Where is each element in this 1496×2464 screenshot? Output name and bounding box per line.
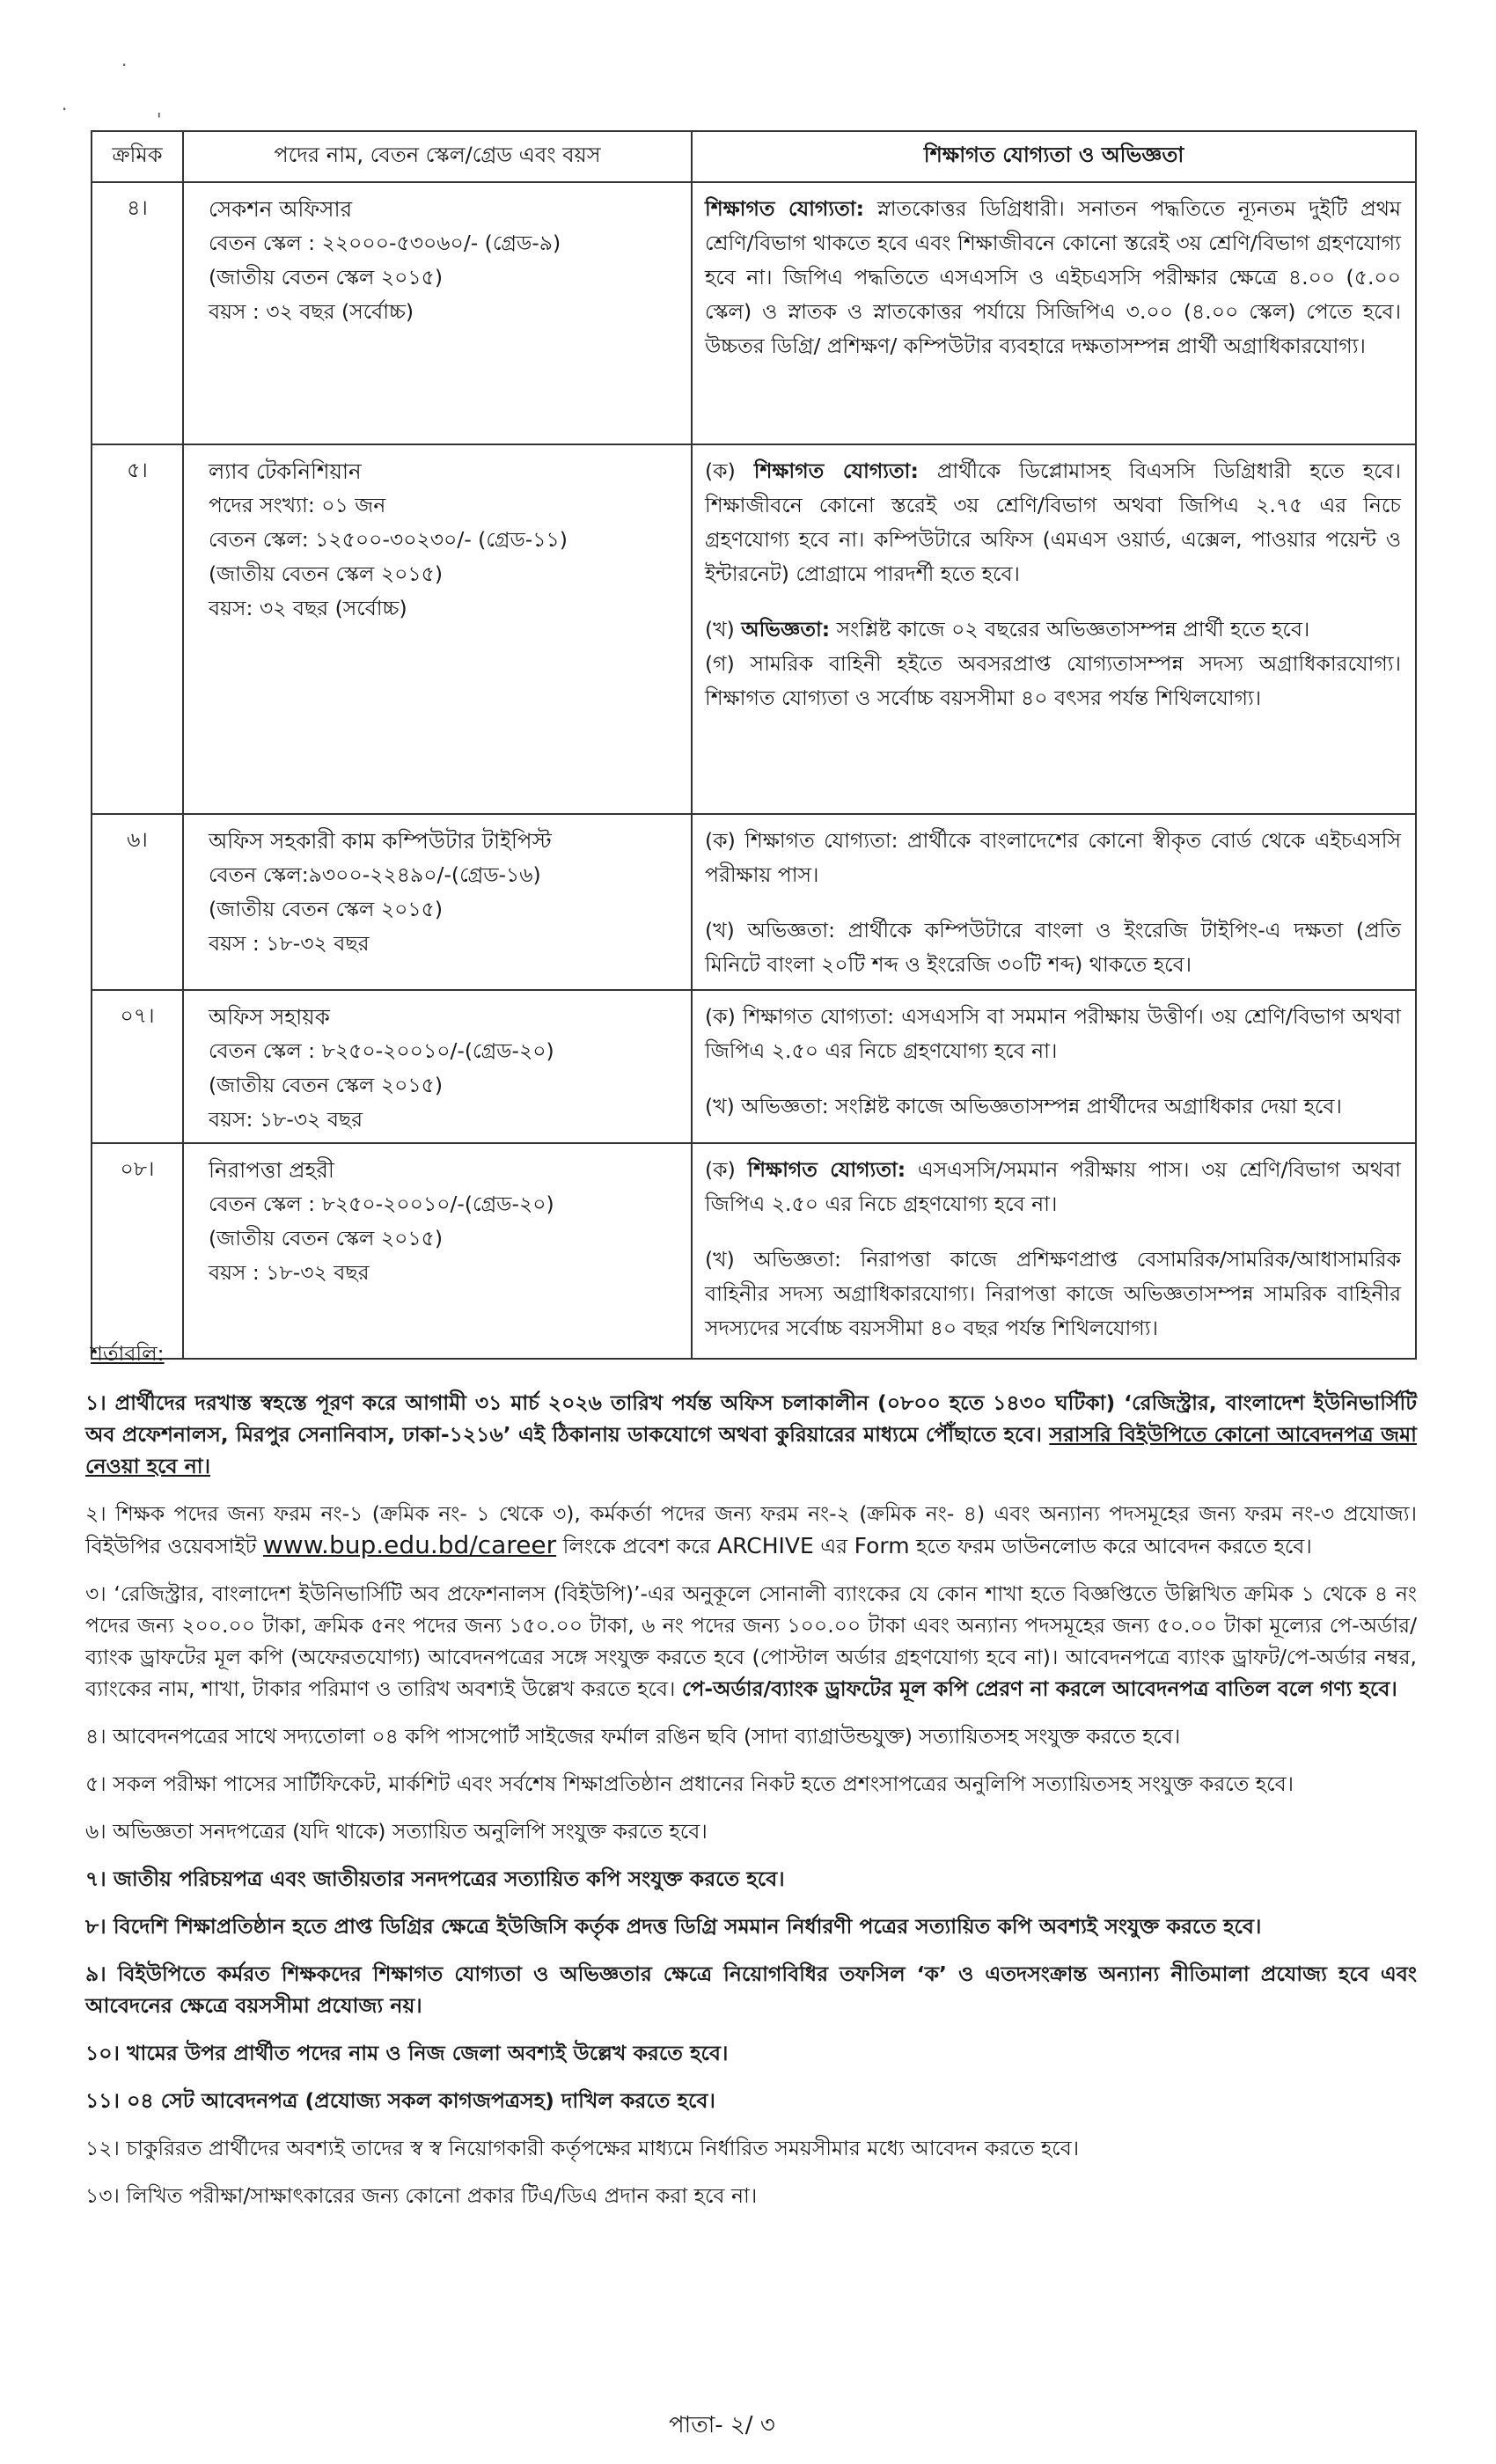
qualification-cell bbox=[692, 182, 1416, 444]
post-line: (জাতীয় বেতন স্কেল ২০১৫) bbox=[209, 1226, 444, 1250]
table-row bbox=[92, 814, 1416, 990]
post-line: বেতন স্কেল:৯৩০০-২২৪৯০/-(গ্রেড-১৬) bbox=[209, 862, 541, 887]
post-name: অফিস সহকারী কাম কম্পিউটার টাইপিস্ট bbox=[209, 828, 552, 854]
term-item: ৪। আবেদনপত্রের সাথে সদ্যতোলা ০৪ কপি পাসপোর্ট সাইজের ফর্মাল রঙিন ছবি (সাদা ব্যাগ্রাউন্ডযুক্ত) সত্যায়িতসহ সংযুক্ত করতে হবে। bbox=[85, 1724, 1181, 1749]
document-page: · · ' ক্রমিক পদের নাম, বেতন স্কেল/গ্রেড এবং বয়স শিক্ষাগত যোগ্যতা ও অভিজ্ঞতা ৪। সেকশন অফিসার বেতন স্কেল : ২২০০০-৫৩০৬০/- (গ্রেড-৯) (জাতীয় বেতন স্কেল ২০১৫) বয়স : ৩২ বছর (সর্বোচ্চ) শিক্ষাগত যোগ্যতা: স্নাতকোত্তর ডিগ্রিধারী। সনাতন পদ্ধতিতে ন্যূনতম দুইটি প্রথম শ্রেণি/বিভাগ থাকতে হবে এবং শিক্ষাজীবনে কোনো স্তরেই ৩য় শ্রেণি/বিভাগ গ্রহণযোগ্য হবে না। জিপিএ পদ্ধতিতে এসএসসি ও এইচএসসি পরীক্ষার ক্ষেত্রে ৪.০০ (৫.০০ স্কেল) ও স্নাতক ও স্নাতকোত্তর পর্যায়ে সিজিপিএ ৩.০০ (৪.০০ স্কেল) পেতে হবে। উচ্চতর ডিগ্রি/ প্রশিক্ষণ/ কম্পিউটার ব্যবহারে দক্ষতাসম্পন্ন প্রার্থী অগ্রাধিকারযোগ্য। ৫। ল্যাব টেকনিশিয়ান পদের সংখ্যা: ০১ জন বেতন স্কেল: ১২৫০০-৩০২৩০/- (গ্রেড-১১) (জাতীয় বেতন স্কেল ২০১৫) বয়স: ৩২ বছর (সর্বোচ্চ) (ক) শিক্ষাগত যোগ্যতা: প্রার্থীকে ডিপ্লোমাসহ বিএসসি ডিগ্রিধারী হতে হবে। শিক্ষাজীবনে কোনো স্তরেই ৩য় শ্রেণি/বিভাগ অথবা জিপিএ ২.৭৫ এর নিচে গ্রহণযোগ্য হবে না। কম্পিউটারে অফিস (এমএস ওয়ার্ড, এক্সেল, পাওয়ার পয়েন্ট ও ইন্টারনেট) প্রোগ্রামে পারদর্শী হতে হবে। (খ) অভিজ্ঞতা: সংশ্লিষ্ট কাজে ০২ বছরের অভিজ্ঞতাসম্পন্ন প্রার্থী হতে হবে। (গ) সামরিক বাহিনী হইতে অবসরপ্রাপ্ত যোগ্যতাসম্পন্ন সদস্য অগ্রাধিকারযোগ্য। শিক্ষাগত যোগ্যতা ও সর্বোচ্চ বয়সসীমা ৪০ বৎসর পর্যন্ত শিথিলযোগ্য। ৬। অফিস সহকারী কাম কম্পিউটার টাইপিস্ট বেতন স্কেল:৯৩০০-২২৪৯০/-(গ্রেড-১৬) (জাতীয় বেতন স্কেল ২০১৫) বয়স : ১৮-৩২ বছর (ক) শিক্ষাগত যোগ্যতা: প্রার্থীকে বাংলাদেশের কোনো স্বীকৃত বোর্ড থেকে এইচএসসি পরীক্ষায় পাস। (খ) অভিজ্ঞতা: প্রার্থীকে কম্পিউটারে বাংলা ও ইংরেজি টাইপিং-এ দক্ষতা (প্রতি মিনিটে বাংলা ২০টি শব্দ ও ইংরেজি ৩০টি শব্দ) থাকতে হবে। ০৭। অফিস সহায়ক বেতন স্কেল : ৮২৫০-২০০১০/-(গ্রেড-২০) (জাতীয় বেতন স্কেল ২০১৫) বয়স: ১৮-৩২ বছর (ক) শিক্ষাগত যোগ্যতা: এসএসসি বা সমমান পরীক্ষায় উত্তীর্ণ। ৩য় শ্রেণি/বিভাগ অথবা জিপিএ ২.৫০ এর নিচে গ্রহণযোগ্য হবে না। (খ) অভিজ্ঞতা: সংশ্লিষ্ট কাজে অভিজ্ঞতাসম্পন্ন প্রার্থীদের অগ্রাধিকার দেয়া হবে। ০৮। নিরাপত্তা প্রহরী বেতন স্কেল : ৮২৫০-২০০১০/-(গ্রেড-২০) (জাতীয় বেতন স্কেল ২০১৫) বয়স : ১৮-৩২ বছর (ক) শিক্ষাগত যোগ্যতা: এসএসসি/সমমান পরীক্ষায় পাস। ৩য় শ্রেণি/বিভাগ অথবা জিপিএ ২.৫০ এর নিচে গ্রহণযোগ্য হবে না। (খ) অভিজ্ঞতা: নিরাপত্তা কাজে প্রশিক্ষণপ্রাপ্ত বেসামরিক/সামরিক/আধাসামরিক বাহিনীর সদস্য অগ্রাধিকারযোগ্য। নিরাপত্তা কাজে অভিজ্ঞতাসম্পন্ন সামরিক বাহিনীর সদস্যদের সর্বোচ্চ বয়সসীমা ৪০ বছর পর্যন্ত শিথিলযোগ্য। শর্তাবলি: ১। প্রার্থীদের দরখাস্ত স্বহস্তে পূরণ করে আগামী ৩১ মার্চ ২০২৬ তারিখ পর্যন্ত অফিস চলাকালীন (০৮০০ হতে ১৪৩০ ঘটিকা) ‘রেজিস্ট্রার, বাংলাদেশ ইউনিভার্সিটি অব প্রফেশনালস, মিরপুর সেনানিবাস, ঢাকা-১২১৬’ এই ঠিকানায় ডাকযোগে অথবা কুরিয়ারের মাধ্যমে পৌঁছাতে হবে। সরাসরি বিইউপিতে কোনো আবেদনপত্র জমা নেওয়া হবে না। ২। শিক্ষক পদের জন্য ফরম নং-১ (ক্রমিক নং- ১ থেকে ৩), কর্মকর্তা পদের জন্য ফরম নং-২ (ক্রমিক নং- ৪) এবং অন্যান্য পদসমূহের জন্য ফরম নং-৩ প্রযোজ্য। বিইউপির ওয়েবসাইট www.bup.edu.bd/career লিংকে প্রবেশ করে ARCHIVE এর Form হতে ফরম ডাউনলোড করে আবেদন করতে হবে। ৩। ‘রেজিস্ট্রার, বাংলাদেশ ইউনিভার্সিটি অব প্রফেশনালস (বিইউপি)’-এর অনুকূলে সোনালী ব্যাংকের যে কোন শাখা হতে বিজ্ঞপ্তিতে উল্লিখিত ক্রমিক ১ থেকে ৪ নং পদের জন্য ২০০.০০ টাকা, ক্রমিক ৫নং পদের জন্য ১৫০.০০ টাকা, ৬ নং পদের জন্য ১০০.০০ টাকা এবং অন্যান্য পদসমূহের জন্য ৫০.০০ টাকা মূল্যের পে-অর্ডার/ব্যাংক ড্রাফটের মূল কপি (অফেরতযোগ্য) আবেদনপত্রের সঙ্গে সংযুক্ত করতে হবে (পোস্টাল অর্ডার গ্রহণযোগ্য হবে না)। আবেদনপত্রে ব্যাংক ড্রাফট/পে-অর্ডার নম্বর, ব্যাংকের নাম, শাখা, টাকার পরিমাণ ও তারিখ অবশ্যই উল্লেখ করতে হবে। পে-অর্ডার/ব্যাংক ড্রাফটের মূল কপি প্রেরণ না করলে আবেদনপত্র বাতিল বলে গণ্য হবে। ৪। আবেদনপত্রের সাথে সদ্যতোলা ০৪ কপি পাসপোর্ট সাইজের ফর্মাল রঙিন ছবি (সাদা ব্যাগ্রাউন্ডযুক্ত) সত্যায়িতসহ সংযুক্ত করতে হবে। ৫। সকল পরীক্ষা পাসের সার্টিফিকেট, মার্কশিট এবং সর্বশেষ শিক্ষাপ্রতিষ্ঠান প্রধানের নিকট হতে প্রশংসাপত্রের অনুলিপি সত্যায়িতসহ সংযুক্ত করতে হবে। ৬। অভিজ্ঞতা সনদপত্রের (যদি থাকে) সত্যায়িত অনুলিপি সংযুক্ত করতে হবে। ৭। জাতীয় পরিচয়পত্র এবং জাতীয়তার সনদপত্রের সত্যায়িত কপি সংযুক্ত করতে হবে। ৮। বিদেশি শিক্ষাপ্রতিষ্ঠান হতে প্রাপ্ত ডিগ্রির ক্ষেত্রে ইউজিসি কর্তৃক প্রদত্ত ডিগ্রি সমমান নির্ধারণী পত্রের সত্যায়িত কপি অবশ্যই সংযুক্ত করতে হবে। ৯। বিইউপিতে কর্মরত শিক্ষকদের শিক্ষাগত যোগ্যতা ও অভিজ্ঞতার ক্ষেত্রে নিয়োগবিধির তফসিল ‘ক’ ও এতদসংক্রান্ত অন্যান্য নীতিমালা প্রযোজ্য হবে এবং আবেদনের ক্ষেত্রে বয়সসীমা প্রযোজ্য নয়। ১০। খামের উপর প্রার্থীত পদের নাম ও নিজ জেলা অবশ্যই উল্লেখ করতে হবে। ১১। ০৪ সেট আবেদনপত্র (প্রযোজ্য সকল কাগজপত্রসহ) দাখিল করতে হবে। ১২। চাকুরিরত প্রার্থীদের অবশ্যই তাদের স্ব স্ব নিয়োগকারী কর্তৃপক্ষের মাধ্যমে নির্ধারিত সময়সীমার মধ্যে আবেদন করতে হবে। ১৩। লিখিত পরীক্ষা/সাক্ষাৎকারের জন্য কোনো প্রকার টিএ/ডিএ প্রদান করা হবে না। পাতা- ২/ ৩ bbox=[0, 0, 1496, 2464]
serial-cell: ৬। bbox=[92, 814, 183, 990]
post-name: ল্যাব টেকনিশিয়ান bbox=[209, 458, 362, 484]
post-line: বয়স : ১৮-৩২ বছর bbox=[209, 1260, 370, 1285]
term-item: ১। প্রার্থীদের দরখাস্ত স্বহস্তে পূরণ করে আগামী ৩১ মার্চ ২০২৬ তারিখ পর্যন্ত অফিস চলাকালীন (০৮০০ হতে ১৪৩০ ঘটিকা) ‘রেজিস্ট্রার, বাংলাদেশ ইউনিভার্সিটি অব প্রফেশনালস, মিরপুর সেনানিবাস, ঢাকা-১২১৬’ এই ঠিকানায় ডাকযোগে অথবা কুরিয়ারের মাধ্যমে পৌঁছাতে হবে। সরাসরি বিইউপিতে কোনো আবেদনপত্র জমা নেওয়া হবে না। bbox=[85, 1390, 1417, 1478]
post-line: (জাতীয় বেতন স্কেল ২০১৫) bbox=[209, 897, 444, 921]
header-serial: ক্রমিক bbox=[92, 131, 183, 182]
qualification-experience: (খ) অভিজ্ঞতা: সংশ্লিষ্ট কাজে ০২ বছরের অভিজ্ঞতাসম্পন্ন প্রার্থী হতে হবে। bbox=[705, 617, 1310, 642]
post-line: বেতন স্কেল : ৮২৫০-২০০১০/-(গ্রেড-২০) bbox=[209, 1038, 554, 1063]
term-item: ১৩। লিখিত পরীক্ষা/সাক্ষাৎকারের জন্য কোনো প্রকার টিএ/ডিএ প্রদান করা হবে না। bbox=[85, 2183, 758, 2208]
qualification-military: (গ) সামরিক বাহিনী হইতে অবসরপ্রাপ্ত যোগ্যতাসম্পন্ন সদস্য অগ্রাধিকারযোগ্য। শিক্ষাগত যোগ্যতা ও সর্বোচ্চ বয়সসীমা ৪০ বৎসর পর্যন্ত শিথিলযোগ্য। bbox=[705, 651, 1401, 710]
serial-cell: ০৮। bbox=[92, 1143, 183, 1359]
term-item: ১০। খামের উপর প্রার্থীত পদের নাম ও নিজ জেলা অবশ্যই উল্লেখ করতে হবে। bbox=[85, 2041, 729, 2065]
qualification-cell bbox=[692, 444, 1416, 814]
term-item: ৮। বিদেশি শিক্ষাপ্রতিষ্ঠান হতে প্রাপ্ত ডিগ্রির ক্ষেত্রে ইউজিসি কর্তৃক প্রদত্ত ডিগ্রি সমমান নির্ধারণী পত্রের সত্যায়িত কপি অবশ্যই সংযুক্ত করতে হবে। bbox=[85, 1914, 1262, 1939]
qualification-cell bbox=[692, 990, 1416, 1143]
qualification-cell bbox=[692, 1143, 1416, 1359]
qualification-education: (ক) শিক্ষাগত যোগ্যতা: প্রার্থীকে ডিপ্লোমাসহ বিএসসি ডিগ্রিধারী হতে হবে। শিক্ষাজীবনে কোনো স্তরেই ৩য় শ্রেণি/বিভাগ অথবা জিপিএ ২.৭৫ এর নিচে গ্রহণযোগ্য হবে না। কম্পিউটারে অফিস (এমএস ওয়ার্ড, এক্সেল, পাওয়ার পয়েন্ট ও ইন্টারনেট) প্রোগ্রামে পারদর্শী হতে হবে। bbox=[705, 458, 1401, 586]
qualification-experience: (খ) অভিজ্ঞতা: প্রার্থীকে কম্পিউটারে বাংলা ও ইংরেজি টাইপিং-এ দক্ষতা (প্রতি মিনিটে বাংলা ২০টি শব্দ ও ইংরেজি ৩০টি শব্দ) থাকতে হবে। bbox=[705, 918, 1401, 977]
post-line: পদের সংখ্যা: ০১ জন bbox=[209, 493, 386, 517]
qualification-education: (ক) শিক্ষাগত যোগ্যতা: এসএসসি/সমমান পরীক্ষায় পাস। ৩য় শ্রেণি/বিভাগ অথবা জিপিএ ২.৫০ এর নিচে গ্রহণযোগ্য হবে না। bbox=[705, 1157, 1401, 1216]
terms-heading: শর্তাবলি: bbox=[91, 1341, 165, 1366]
experience-label: অভিজ্ঞতা: bbox=[741, 617, 831, 642]
post-line: বয়স: ৩২ বছর (সর্বোচ্চ) bbox=[209, 596, 407, 620]
post-line: (জাতীয় বেতন স্কেল ২০১৫) bbox=[209, 265, 444, 290]
qualification-label: শিক্ষাগত যোগ্যতা: bbox=[747, 1157, 906, 1182]
post-name: অফিস সহায়ক bbox=[209, 1004, 330, 1030]
page-number: পাতা- ২/ ৩ bbox=[669, 2412, 775, 2438]
post-cell bbox=[183, 1143, 692, 1359]
term-item: ২। শিক্ষক পদের জন্য ফরম নং-১ (ক্রমিক নং- ১ থেকে ৩), কর্মকর্তা পদের জন্য ফরম নং-২ (ক্রমিক নং- ৪) এবং অন্যান্য পদসমূহের জন্য ফরম নং-৩ প্রযোজ্য। বিইউপির ওয়েবসাইট www.bup.edu.bd/career লিংকে প্রবেশ করে ARCHIVE এর Form হতে ফরম ডাউনলোড করে আবেদন করতে হবে। bbox=[85, 1501, 1417, 1559]
term-item: ৯। বিইউপিতে কর্মরত শিক্ষকদের শিক্ষাগত যোগ্যতা ও অভিজ্ঞতার ক্ষেত্রে নিয়োগবিধির তফসিল ‘ক’ ও এতদসংক্রান্ত অন্যান্য নীতিমালা প্রযোজ্য হবে এবং আবেদনের ক্ষেত্রে বয়সসীমা প্রযোজ্য নয়। bbox=[85, 1962, 1417, 2018]
qualification-experience: (খ) অভিজ্ঞতা: নিরাপত্তা কাজে প্রশিক্ষণপ্রাপ্ত বেসামরিক/সামরিক/আধাসামরিক বাহিনীর সদস্য অগ্রাধিকারযোগ্য। নিরাপত্তা কাজে অভিজ্ঞতাসম্পন্ন সামরিক বাহিনীর সদস্যদের সর্বোচ্চ বয়সসীমা ৪০ বছর পর্যন্ত শিথিলযোগ্য। bbox=[705, 1247, 1401, 1340]
post-line: বয়স : ৩২ বছর (সর্বোচ্চ) bbox=[209, 299, 414, 324]
table-header-row bbox=[92, 131, 1416, 182]
post-line: বয়স: ১৮-৩২ বছর bbox=[209, 1107, 363, 1132]
qualification-education: (ক) শিক্ষাগত যোগ্যতা: এসএসসি বা সমমান পরীক্ষায় উত্তীর্ণ। ৩য় শ্রেণি/বিভাগ অথবা জিপিএ ২.৫০ এর নিচে গ্রহণযোগ্য হবে না। bbox=[705, 1004, 1401, 1063]
post-cell bbox=[183, 444, 692, 814]
terms-section bbox=[85, 1338, 1417, 2227]
serial-cell: ০৭। bbox=[92, 990, 183, 1143]
table-row bbox=[92, 182, 1416, 444]
term-item: ৩। ‘রেজিস্ট্রার, বাংলাদেশ ইউনিভার্সিটি অব প্রফেশনালস (বিইউপি)’-এর অনুকূলে সোনালী ব্যাংকের যে কোন শাখা হতে বিজ্ঞপ্তিতে উল্লিখিত ক্রমিক ১ থেকে ৪ নং পদের জন্য ২০০.০০ টাকা, ক্রমিক ৫নং পদের জন্য ১৫০.০০ টাকা, ৬ নং পদের জন্য ১০০.০০ টাকা এবং অন্যান্য পদসমূহের জন্য ৫০.০০ টাকা মূল্যের পে-অর্ডার/ব্যাংক ড্রাফটের মূল কপি (অফেরতযোগ্য) আবেদনপত্রের সঙ্গে সংযুক্ত করতে হবে (পোস্টাল অর্ডার গ্রহণযোগ্য হবে না)। আবেদনপত্রে ব্যাংক ড্রাফট/পে-অর্ডার নম্বর, ব্যাংকের নাম, শাখা, টাকার পরিমাণ ও তারিখ অবশ্যই উল্লেখ করতে হবে। পে-অর্ডার/ব্যাংক ড্রাফটের মূল কপি প্রেরণ না করলে আবেদনপত্র বাতিল বলে গণ্য হবে। bbox=[85, 1581, 1417, 1701]
term-item: ১২। চাকুরিরত প্রার্থীদের অবশ্যই তাদের স্ব স্ব নিয়োগকারী কর্তৃপক্ষের মাধ্যমে নির্ধারিত সময়সীমার মধ্যে আবেদন করতে হবে। bbox=[85, 2136, 1080, 2160]
no-direct-submission-note: সরাসরি বিইউপিতে কোনো আবেদনপত্র জমা নেওয়া হবে না। bbox=[85, 1422, 1417, 1478]
qualification-label: শিক্ষাগত যোগ্যতা: bbox=[753, 458, 919, 483]
career-link[interactable]: www.bup.edu.bd/career bbox=[262, 1530, 557, 1559]
qualification-text: শিক্ষাগত যোগ্যতা: স্নাতকোত্তর ডিগ্রিধারী। সনাতন পদ্ধতিতে ন্যূনতম দুইটি প্রথম শ্রেণি/বিভাগ থাকতে হবে এবং শিক্ষাজীবনে কোনো স্তরেই ৩য় শ্রেণি/বিভাগ গ্রহণযোগ্য হবে না। জিপিএ পদ্ধতিতে এসএসসি ও এইচএসসি পরীক্ষার ক্ষেত্রে ৪.০০ (৫.০০ স্কেল) ও স্নাতক ও স্নাতকোত্তর পর্যায়ে সিজিপিএ ৩.০০ (৪.০০ স্কেল) পেতে হবে। উচ্চতর ডিগ্রি/ প্রশিক্ষণ/ কম্পিউটার ব্যবহারে দক্ষতাসম্পন্ন প্রার্থী অগ্রাধিকারযোগ্য। bbox=[705, 196, 1401, 358]
term-item: ৬। অভিজ্ঞতা সনদপত্রের (যদি থাকে) সত্যায়িত অনুলিপি সংযুক্ত করতে হবে। bbox=[85, 1819, 708, 1844]
post-cell bbox=[183, 990, 692, 1143]
table-row bbox=[92, 1143, 1416, 1359]
term-item: ৫। সকল পরীক্ষা পাসের সার্টিফিকেট, মার্কশিট এবং সর্বশেষ শিক্ষাপ্রতিষ্ঠান প্রধানের নিকট হতে প্রশংসাপত্রের অনুলিপি সত্যায়িতসহ সংযুক্ত করতে হবে। bbox=[85, 1771, 1294, 1796]
post-line: বেতন স্কেল: ১২৫০০-৩০২৩০/- (গ্রেড-১১) bbox=[209, 527, 568, 552]
header-qualification: শিক্ষাগত যোগ্যতা ও অভিজ্ঞতা bbox=[692, 131, 1416, 182]
serial-cell: ৫। bbox=[92, 444, 183, 814]
qualification-cell bbox=[692, 814, 1416, 990]
post-cell bbox=[183, 814, 692, 990]
job-table bbox=[91, 130, 1417, 1360]
post-name: সেকশন অফিসার bbox=[209, 196, 353, 222]
term-item: ১১। ০৪ সেট আবেদনপত্র (প্রযোজ্য সকল কাগজপত্রসহ) দাখিল করতে হবে। bbox=[85, 2088, 715, 2113]
header-post: পদের নাম, বেতন স্কেল/গ্রেড এবং বয়স bbox=[183, 131, 692, 182]
qualification-experience: (খ) অভিজ্ঞতা: সংশ্লিষ্ট কাজে অভিজ্ঞতাসম্পন্ন প্রার্থীদের অগ্রাধিকার দেয়া হবে। bbox=[705, 1094, 1342, 1118]
table-row bbox=[92, 444, 1416, 814]
post-line: বয়স : ১৮-৩২ বছর bbox=[209, 931, 370, 956]
post-name: নিরাপত্তা প্রহরী bbox=[209, 1157, 334, 1183]
qualification-education: (ক) শিক্ষাগত যোগ্যতা: প্রার্থীকে বাংলাদেশের কোনো স্বীকৃত বোর্ড থেকে এইচএসসি পরীক্ষায় পাস। bbox=[705, 828, 1401, 887]
post-cell bbox=[183, 182, 692, 444]
post-line: (জাতীয় বেতন স্কেল ২০১৫) bbox=[209, 1073, 444, 1097]
table-row bbox=[92, 990, 1416, 1143]
qualification-label: শিক্ষাগত যোগ্যতা: bbox=[705, 196, 864, 221]
term-item: ৭। জাতীয় পরিচয়পত্র এবং জাতীয়তার সনদপত্রের সত্যায়িত কপি সংযুক্ত করতে হবে। bbox=[85, 1866, 785, 1891]
post-line: বেতন স্কেল : ৮২৫০-২০০১০/-(গ্রেড-২০) bbox=[209, 1192, 554, 1216]
post-line: (জাতীয় বেতন স্কেল ২০১৫) bbox=[209, 561, 444, 586]
post-line: বেতন স্কেল : ২২০০০-৫৩০৬০/- (গ্রেড-৯) bbox=[209, 231, 561, 255]
serial-cell: ৪। bbox=[92, 182, 183, 444]
